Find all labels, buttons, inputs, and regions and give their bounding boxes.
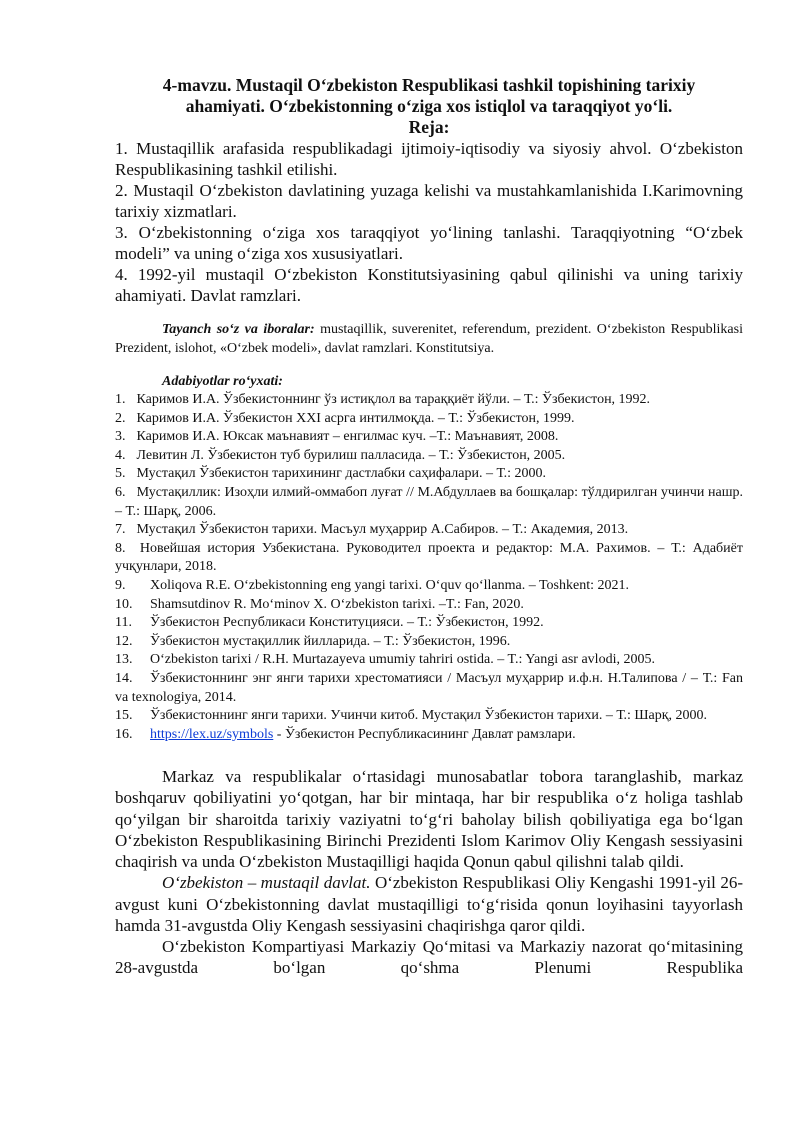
reference-item: 4. Левитин Л. Ўзбекистон туб бурилиш палласида. – Т.: Ўзбекистон, 2005. (115, 447, 566, 463)
body-paragraph-2: O‘zbekiston – mustaqil davlat. O‘zbekiston Respublikasi Oliy Kengashi 1991-yil 26-avgust kuni O‘zbekistonning davlat mustaqilligi to‘g‘risida qonun loyihasini tayyorlash hamda 31-avgustda Oliy Kengash sessiyasini chaqirishga qaror qildi. (115, 873, 743, 935)
title-line-1: 4-mavzu. Mustaqil O‘zbekiston Respublikasi tashkil topishining tarixiy (162, 75, 696, 95)
reference-item: 15. Ўзбекистоннинг янги тарихи. Учинчи китоб. Мустақил Ўзбекистон тарихи. – Т.: Шарқ, 2000. (115, 708, 708, 724)
symbols-link[interactable]: https://lex.uz/symbols (150, 726, 274, 742)
section-subtitle: O‘zbekiston – mustaqil davlat. (162, 873, 371, 893)
topic-title (115, 75, 743, 117)
body-paragraph-3: O‘zbekiston Kompartiyasi Markaziy Qo‘mitasi va Markaziy nazorat qo‘mitasining 28-avgustda bo‘lgan qo‘shma Plenumi Respublika (115, 936, 743, 978)
keywords-text: mustaqillik, suverenitet, referendum, prezident. O‘zbekiston Respublikasi Prezident, islohot, «O‘zbek modeli», davlat ramzlari. Konstitutsiya. (115, 322, 743, 356)
body-text (115, 766, 743, 978)
reference-item: 6. Мустақиллик: Изоҳли илмий-оммабоп луғат // М.Абдуллаев ва бошқалар: тўлдирилган учинчи нашр. – Т.: Шарқ, 2006. (115, 484, 744, 519)
plan-item-1: 1. Mustaqillik arafasida respublikadagi ijtimoiy-iqtisodiy va siyosiy ahvol. O‘zbekiston Respublikasining tashkil etilishi. (115, 139, 743, 179)
references-heading: Adabiyotlar ro‘yxati: (162, 374, 283, 389)
reference-item: 5. Мустақил Ўзбекистон тарихининг дастлабки саҳифалари. – Т.: 2000. (115, 466, 546, 482)
keywords-paragraph (115, 320, 743, 358)
references-list (115, 391, 743, 744)
keywords-label: Tayanch so‘z va iboralar: (162, 322, 315, 337)
reference-item: 11. Ўзбекистон Республикаси Конституцияси. – Т.: Ўзбекистон, 1992. (115, 615, 544, 631)
reference-item: 9. Xoliqova R.E. O‘zbekistonning eng yangi tarixi. O‘quv qo‘llanma. – Toshkent: 2021. (115, 577, 629, 593)
reference-item: 10. Shamsutdinov R. Mo‘minov X. O‘zbekiston tarixi. –T.: Fan, 2020. (115, 596, 524, 612)
title-line-2: ahamiyati. O‘zbekistonning o‘ziga xos istiqlol va taraqqiyot yo‘li. (185, 96, 673, 116)
plan-heading: Reja: (408, 117, 450, 137)
reference-item: 16. https://lex.uz/symbols - Ўзбекистон Республикасининг Давлат рамзлари. (115, 726, 576, 742)
document-page (115, 75, 743, 978)
reference-item: 7. Мустақил Ўзбекистон тарихи. Масъул муҳаррир А.Сабиров. – Т.: Академия, 2013. (115, 522, 629, 538)
reference-item: 2. Каримов И.А. Ўзбекистон XXI асрга интилмоқда. – Т.: Ўзбекистон, 1999. (115, 410, 575, 426)
plan-list (115, 138, 743, 306)
reference-item: 13. O‘zbekiston tarixi / R.H. Murtazayeva umumiy tahriri ostida. – T.: Yangi asr avlodi, 2005. (115, 652, 655, 668)
plan-item-2: 2. Mustaqil O‘zbekiston davlatining yuzaga kelishi va mustahkamlanishida I.Karimovning tarixiy xizmatlari. (115, 181, 743, 221)
plan-item-3: 3. O‘zbekistonning o‘ziga xos taraqqiyot yo‘lining tanlashi. Taraqqiyotning “O‘zbek modeli” va uning o‘ziga xos xususiyatlari. (115, 223, 743, 263)
reference-item: 12. Ўзбекистон мустақиллик йилларида. – Т.: Ўзбекистон, 1996. (115, 633, 511, 649)
reference-item: 14. Ўзбекистоннинг энг янги тарихи хрестоматияси / Масъул муҳаррир и.ф.н. Н.Талипова / – Т.: Fan va texnologiya, 2014. (115, 670, 743, 705)
reference-item: 1. Каримов И.А. Ўзбекистоннинг ўз истиқлол ва тараққиёт йўли. – Т.: Ўзбекистон, 1992. (115, 392, 651, 407)
body-paragraph-1: Markaz va respublikalar o‘rtasidagi munosabatlar tobora taranglashib, markaz boshqaruv qobiliyatini yo‘qotgan, har bir mintaqa, har bir respublika o‘z holiga tashlab qo‘yilgan bir sharoitda tarixiy vaziyatni to‘g‘ri baholay bilish qobiliyatiga ega bo‘lgan O‘zbekiston Respublikasining Birinchi Prezidenti Islom Karimov Oliy Kengash sessiyasini chaqirish va unda O‘zbekiston Mustaqilligi haqida Qonun qabul qilishni talab qildi. (115, 767, 743, 872)
reference-item: 8. Новейшая история Узбекистана. Руководител проекта и редактор: М.А. Рахимов. – Т.: Адабиёт учқунлари, 2018. (115, 540, 743, 575)
reference-item: 3. Каримов И.А. Юксак маънавият – енгилмас куч. –Т.: Маънавият, 2008. (115, 429, 559, 445)
plan-item-4: 4. 1992-yil mustaqil O‘zbekiston Konstitutsiyasining qabul qilinishi va uning tarixiy ahamiyati. Davlat ramzlari. (115, 265, 743, 305)
